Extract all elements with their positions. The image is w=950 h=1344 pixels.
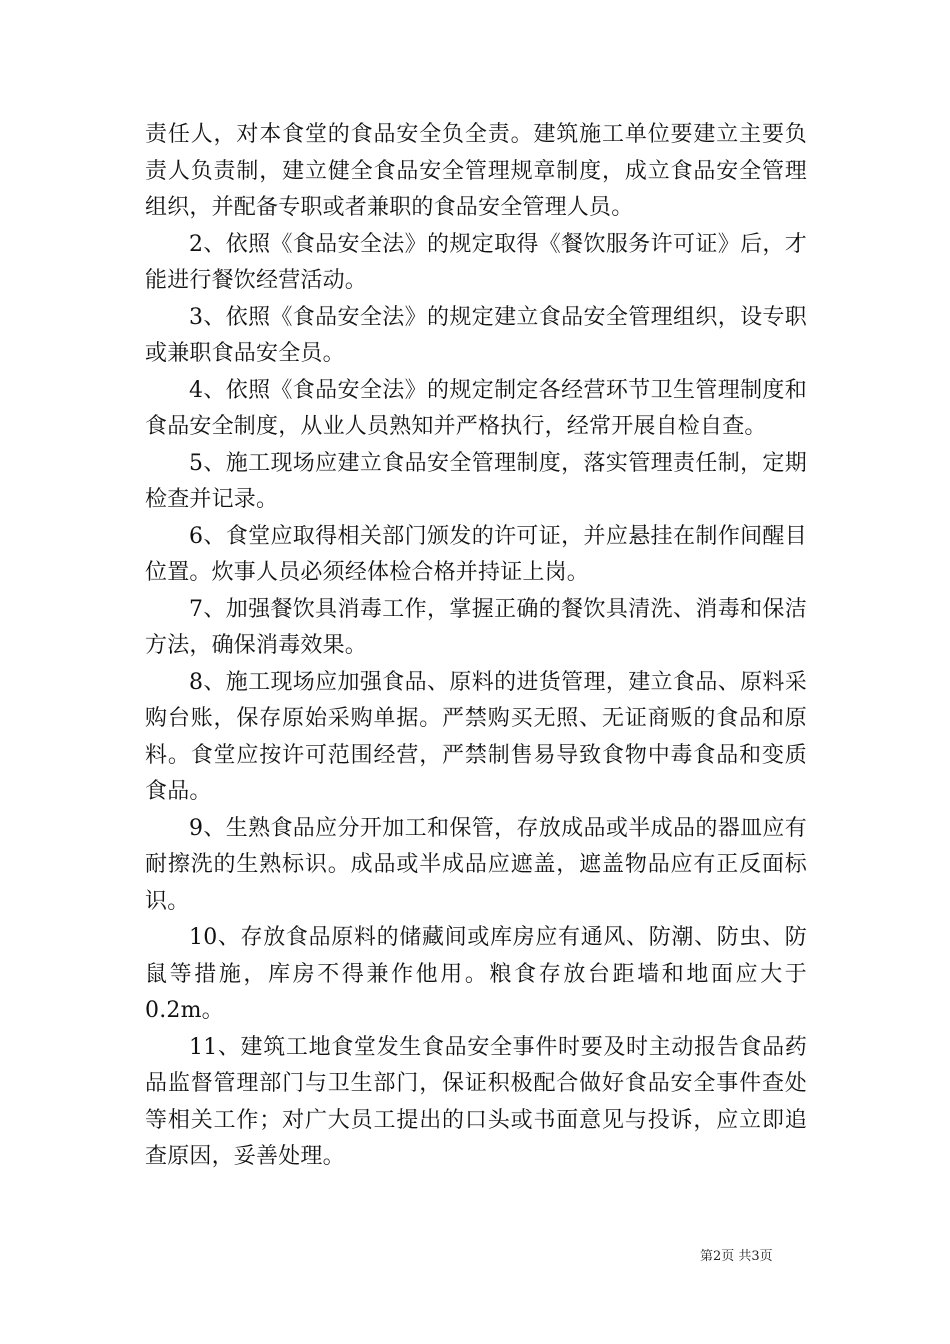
paragraph-item-2: 2、依照《食品安全法》的规定取得《餐饮服务许可证》后，才能进行餐饮经营活动。 bbox=[145, 231, 807, 293]
paragraph-item-8: 8、施工现场应加强食品、原料的进货管理，建立食品、原料采购台账，保存原始采购单据。严禁购买无照、无证商贩的食品和原料。食堂应按许可范围经营，严禁制售易导致食物中毒食品和变质食品。 bbox=[145, 669, 807, 804]
page-number-footer: 第2页 共3页 bbox=[700, 1249, 773, 1264]
paragraph-item-11: 11、建筑工地食堂发生食品安全事件时要及时主动报告食品药品监督管理部门与卫生部门，保证积极配合做好食品安全事件查处等相关工作；对广大员工提出的口头或书面意见与投诉，应立即追查原因，妥善处理。 bbox=[145, 1034, 807, 1169]
paragraph-item-9: 9、生熟食品应分开加工和保管，存放成品或半成品的器皿应有耐擦洗的生熟标识。成品或半成品应遮盖，遮盖物品应有正反面标识。 bbox=[145, 815, 807, 914]
paragraph-item-10: 10、存放食品原料的储藏间或库房应有通风、防潮、防虫、防鼠等措施，库房不得兼作他用。粮食存放台距墙和地面应大于0.2m。 bbox=[145, 925, 807, 1023]
paragraph-item-3: 3、依照《食品安全法》的规定建立食品安全管理组织，设专职或兼职食品安全员。 bbox=[145, 304, 807, 366]
paragraph-item-6: 6、食堂应取得相关部门颁发的许可证，并应悬挂在制作间醒目位置。炊事人员必须经体检合格并持证上岗。 bbox=[145, 523, 807, 585]
paragraph-continuation: 责任人，对本食堂的食品安全负全责。建筑施工单位要建立主要负责人负责制，建立健全食品安全管理规章制度，成立食品安全管理组织，并配备专职或者兼职的食品安全管理人员。 bbox=[145, 122, 807, 220]
paragraph-item-5: 5、施工现场应建立食品安全管理制度，落实管理责任制，定期检查并记录。 bbox=[145, 450, 807, 512]
paragraph-item-7: 7、加强餐饮具消毒工作，掌握正确的餐饮具清洗、消毒和保洁方法，确保消毒效果。 bbox=[145, 596, 807, 658]
document-body bbox=[145, 117, 807, 1176]
paragraph-item-4: 4、依照《食品安全法》的规定制定各经营环节卫生管理制度和食品安全制度，从业人员熟知并严格执行，经常开展自检自查。 bbox=[145, 377, 807, 439]
